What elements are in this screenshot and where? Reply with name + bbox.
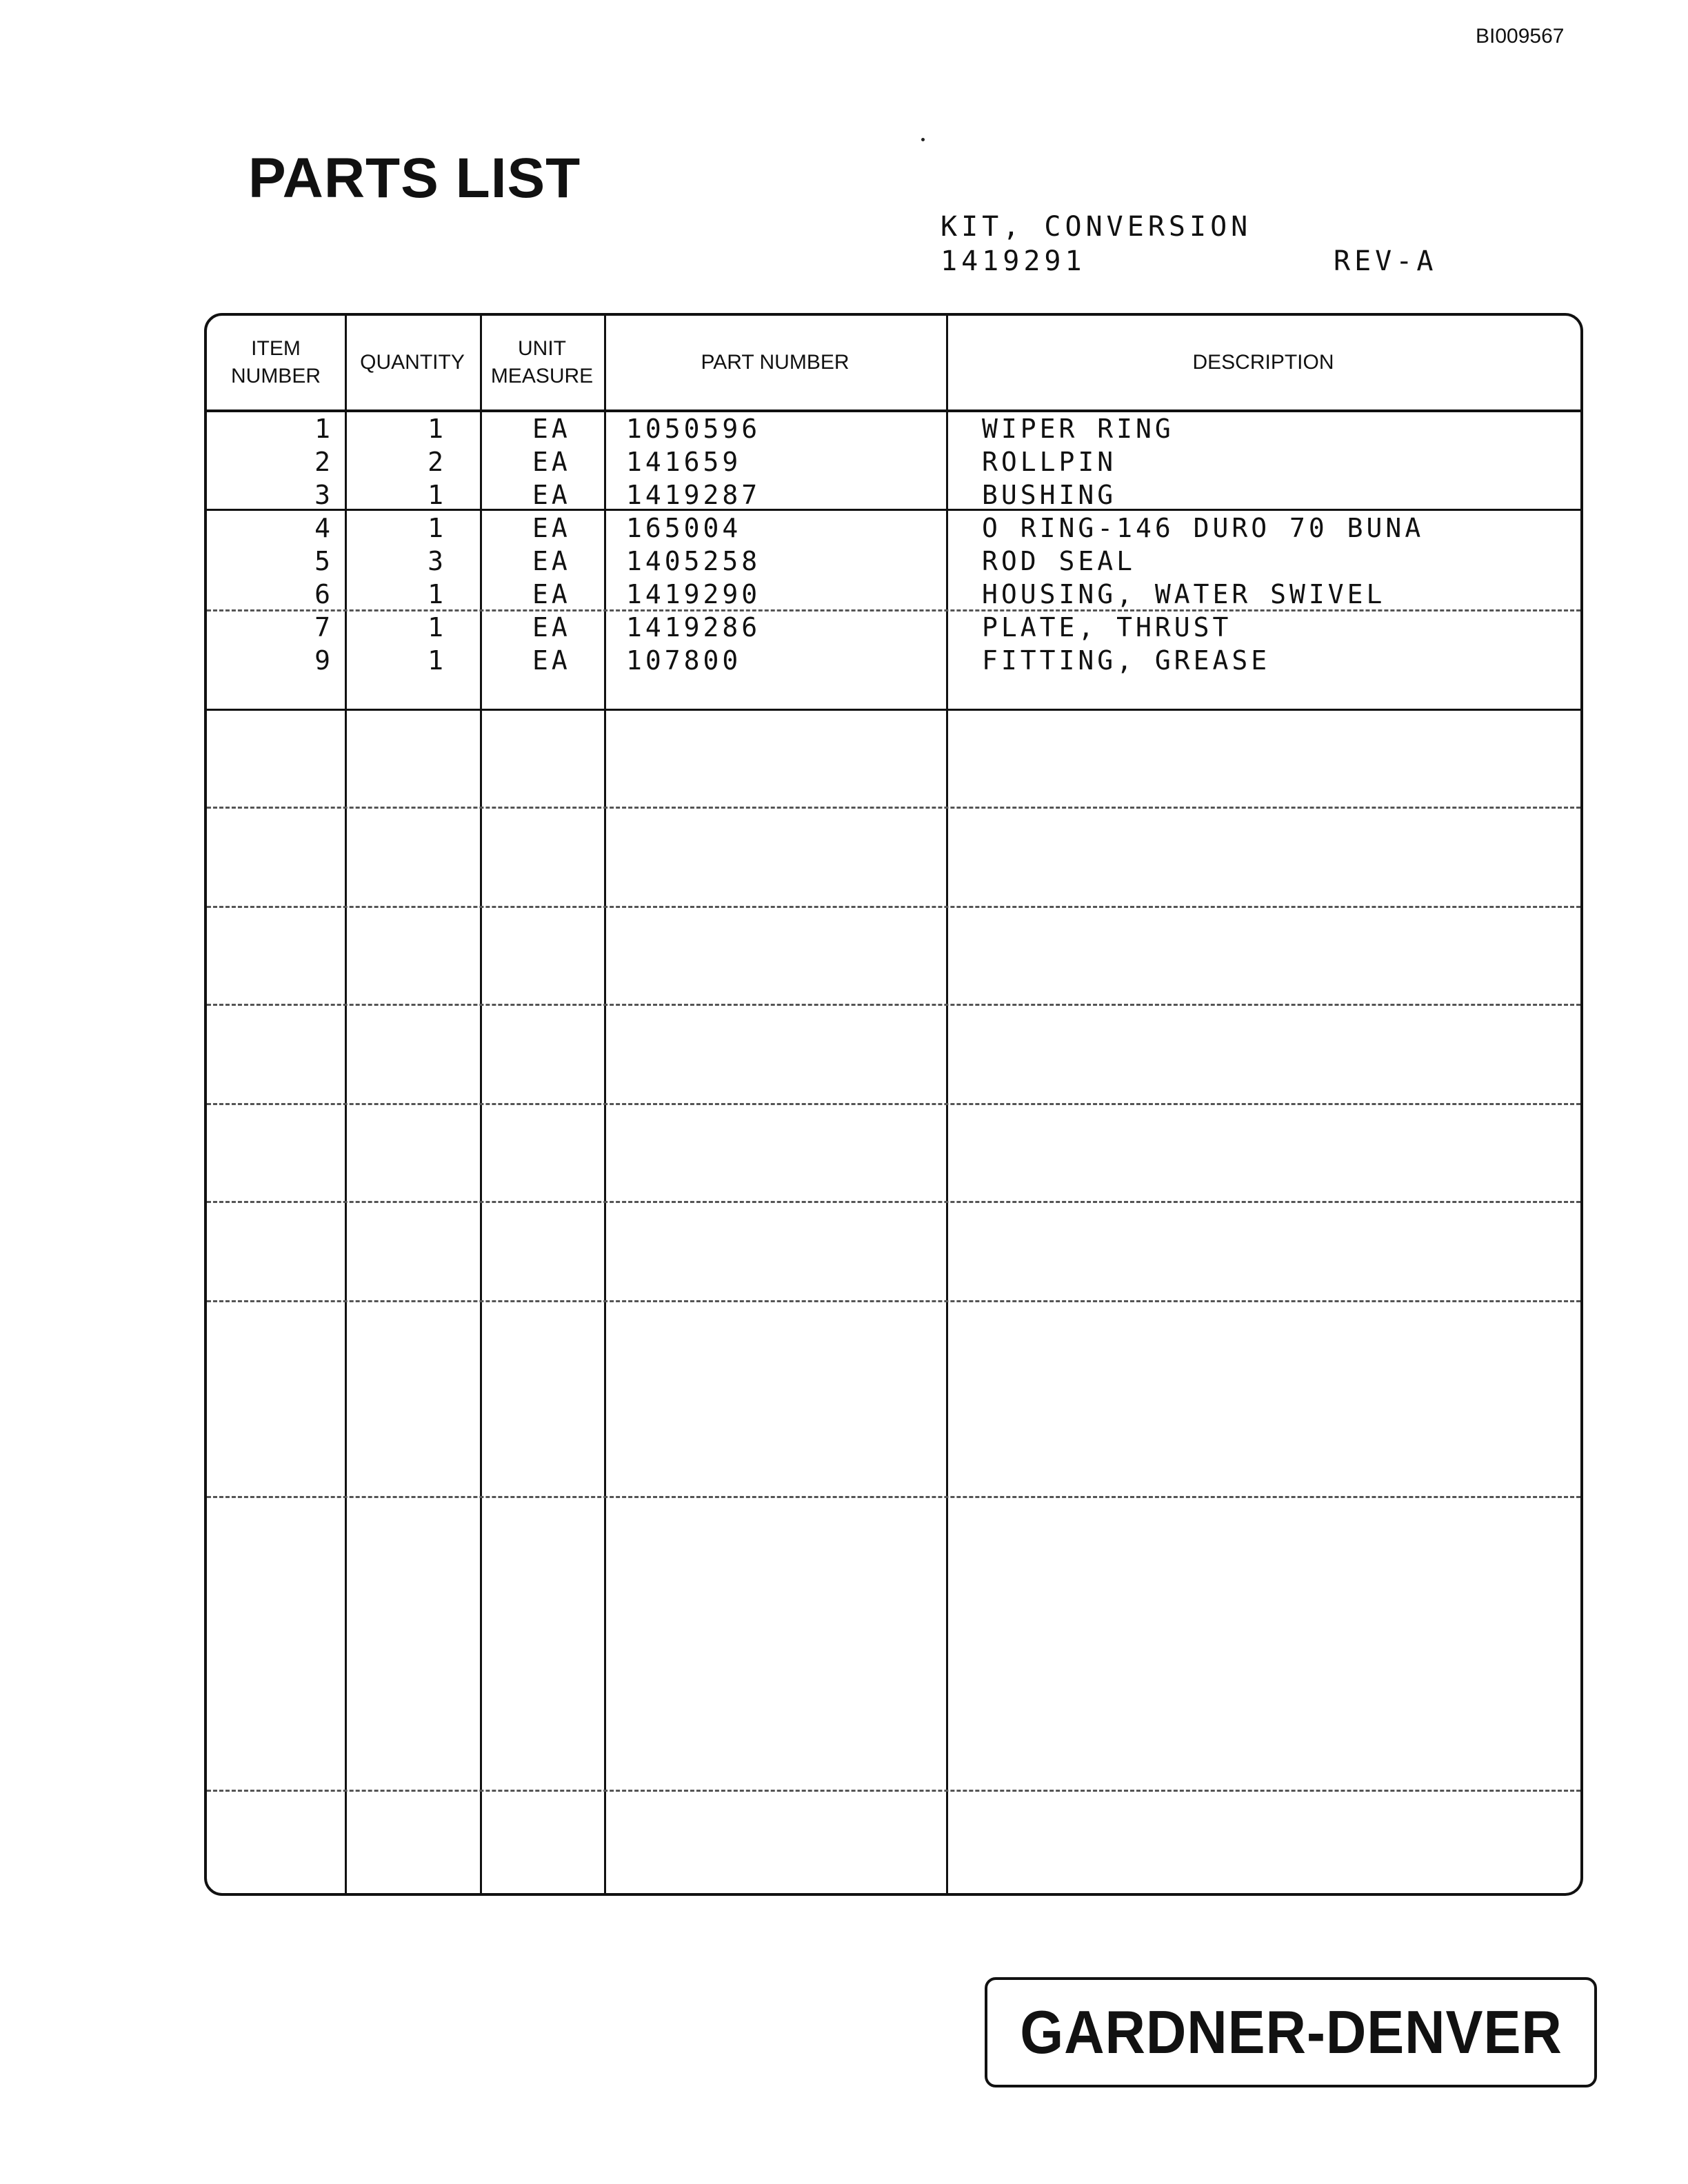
table-row xyxy=(207,512,1580,545)
cell-description: PLATE, THRUST xyxy=(982,612,1232,643)
cell-part-number: 1419287 xyxy=(626,480,761,510)
cell-part-number: 1050596 xyxy=(626,414,761,444)
cell-description: O RING-146 DURO 70 BUNA xyxy=(982,513,1425,543)
cell-quantity: 2 xyxy=(428,447,447,477)
cell-description: WIPER RING xyxy=(982,414,1174,444)
cell-item: 4 xyxy=(314,513,334,543)
cell-quantity: 1 xyxy=(428,513,447,543)
cell-part-number: 107800 xyxy=(626,645,742,676)
kit-number: 1419291 xyxy=(941,245,1086,277)
header-unit-measure: UNIT MEASURE xyxy=(490,337,594,387)
header-part-number: PART NUMBER xyxy=(701,351,850,374)
cell-item: 9 xyxy=(314,645,334,676)
cell-quantity: 1 xyxy=(428,612,447,643)
table-row xyxy=(207,412,1580,445)
table-row xyxy=(207,545,1580,578)
cell-unit: EA xyxy=(532,513,571,543)
table-row xyxy=(207,611,1580,644)
table-row xyxy=(207,478,1580,512)
table-row xyxy=(207,644,1580,677)
cell-item: 6 xyxy=(314,579,334,609)
cell-part-number: 141659 xyxy=(626,447,742,477)
cell-quantity: 3 xyxy=(428,546,447,576)
row-divider xyxy=(207,1004,1580,1006)
cell-unit: EA xyxy=(532,546,571,576)
row-divider xyxy=(207,1201,1580,1203)
cell-quantity: 1 xyxy=(428,480,447,510)
row-divider xyxy=(207,1790,1580,1792)
cell-description: BUSHING xyxy=(982,480,1117,510)
gardner-denver-logo xyxy=(985,1977,1597,2087)
logo-text: GARDNER-DENVER xyxy=(1019,1998,1563,2066)
cell-unit: EA xyxy=(532,447,571,477)
cell-part-number: 1419290 xyxy=(626,579,761,609)
cell-unit: EA xyxy=(532,612,571,643)
cell-item: 1 xyxy=(314,414,334,444)
row-divider xyxy=(207,1103,1580,1105)
row-divider xyxy=(207,1496,1580,1498)
cell-description: HOUSING, WATER SWIVEL xyxy=(982,579,1386,609)
header-quantity: QUANTITY xyxy=(360,351,465,374)
cell-description: FITTING, GREASE xyxy=(982,645,1271,676)
cell-quantity: 1 xyxy=(428,645,447,676)
cell-unit: EA xyxy=(532,414,571,444)
row-divider xyxy=(207,1300,1580,1302)
cell-unit: EA xyxy=(532,579,571,609)
scan-speck xyxy=(921,138,925,141)
kit-name: KIT, CONVERSION xyxy=(941,211,1252,243)
cell-item: 7 xyxy=(314,612,334,643)
cell-item: 3 xyxy=(314,480,334,510)
cell-unit: EA xyxy=(532,645,571,676)
cell-item: 2 xyxy=(314,447,334,477)
cell-description: ROD SEAL xyxy=(982,546,1136,576)
parts-table xyxy=(204,313,1583,1896)
row-divider xyxy=(207,906,1580,908)
row-divider xyxy=(207,807,1580,809)
row-divider xyxy=(207,709,1580,711)
cell-quantity: 1 xyxy=(428,414,447,444)
revision: REV-A xyxy=(1334,245,1438,277)
cell-item: 5 xyxy=(314,546,334,576)
cell-quantity: 1 xyxy=(428,579,447,609)
page-title: PARTS LIST xyxy=(248,147,581,210)
document-id: BI009567 xyxy=(1476,25,1565,48)
cell-part-number: 1405258 xyxy=(626,546,761,576)
cell-description: ROLLPIN xyxy=(982,447,1117,477)
header-item-number: ITEM NUMBER xyxy=(230,337,321,387)
table-row xyxy=(207,445,1580,478)
cell-part-number: 1419286 xyxy=(626,612,761,643)
table-row xyxy=(207,578,1580,611)
cell-part-number: 165004 xyxy=(626,513,742,543)
cell-unit: EA xyxy=(532,480,571,510)
header-description: DESCRIPTION xyxy=(1192,351,1334,374)
